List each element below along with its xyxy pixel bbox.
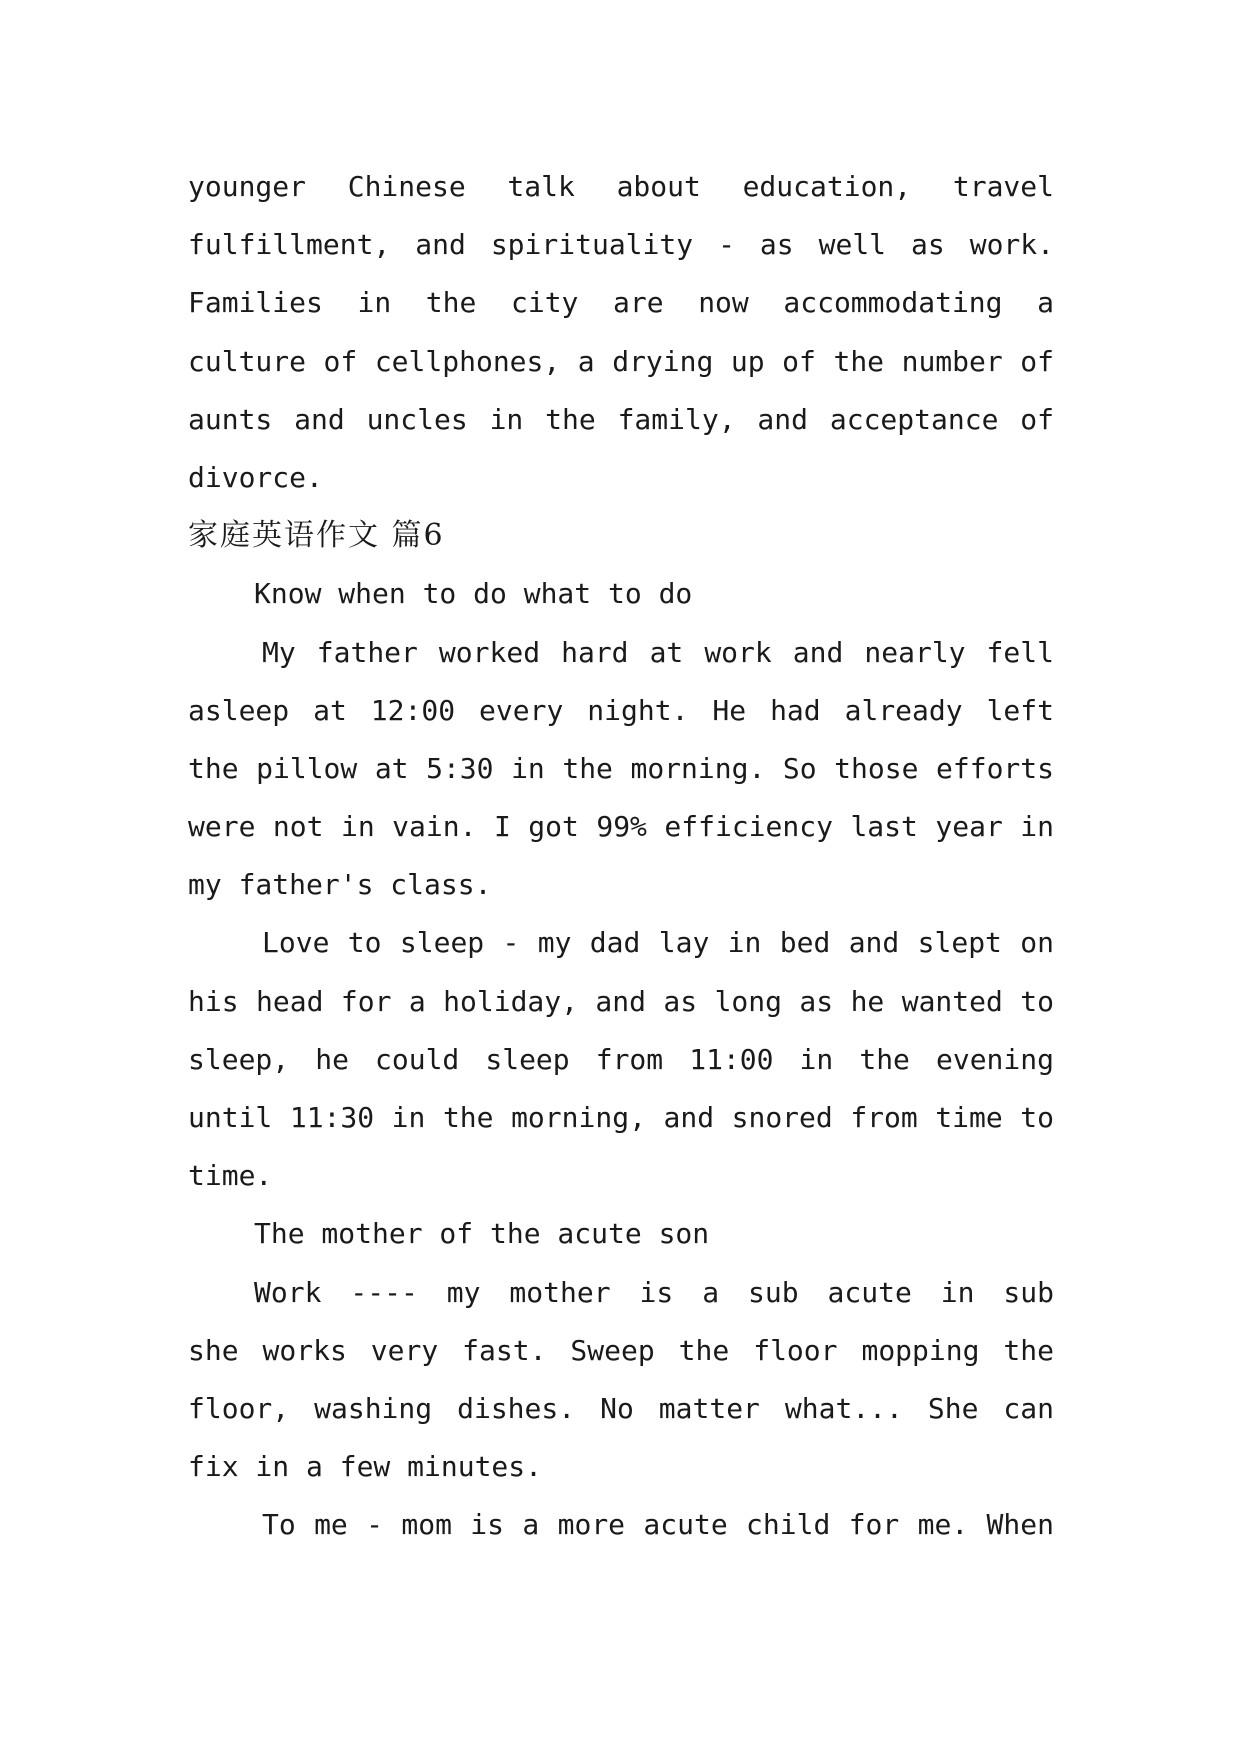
text-line: My father worked hard at work and nearly fell <box>262 635 1054 669</box>
text-line: fix in a few minutes. <box>188 1450 543 1484</box>
text-line: To me - mom is a more acute child for me. When <box>262 1508 1054 1542</box>
text-line: she works very fast. Sweep the floor mopping the <box>188 1333 1054 1367</box>
text-line: fulfillment, and spirituality - as well as work. <box>188 228 1054 262</box>
text-line: his head for a holiday, and as long as he wanted to <box>188 984 1054 1018</box>
text-line: Love to sleep - my dad lay in bed and slept on <box>262 926 1054 960</box>
text-line: Work ---- my mother is a sub acute in sub <box>254 1275 1054 1309</box>
text-line: time. <box>188 1159 273 1193</box>
document-body <box>188 158 1054 1555</box>
section-heading: 家庭英语作文 篇6 <box>188 518 445 554</box>
text-line: divorce. <box>188 460 323 494</box>
text-line: asleep at 12:00 every night. He had already left <box>188 693 1054 727</box>
text-line: aunts and uncles in the family, and acceptance of <box>188 402 1054 436</box>
text-line: culture of cellphones, a drying up of the number of <box>188 344 1054 378</box>
subheading: Know when to do what to do <box>254 577 693 611</box>
text-line: Families in the city are now accommodating a <box>188 286 1054 320</box>
text-line: floor, washing dishes. No matter what... She can <box>188 1391 1054 1425</box>
text-line: until 11:30 in the morning, and snored from time to <box>188 1101 1054 1134</box>
text-line: younger Chinese talk about education, travel <box>188 170 1054 203</box>
text-line: my father's class. <box>188 868 492 902</box>
text-line: sleep, he could sleep from 11:00 in the evening <box>188 1042 1054 1076</box>
text-line: the pillow at 5:30 in the morning. So those efforts <box>188 751 1054 785</box>
text-line: were not in vain. I got 99% efficiency last year in <box>188 810 1054 844</box>
subheading: The mother of the acute son <box>254 1217 710 1251</box>
